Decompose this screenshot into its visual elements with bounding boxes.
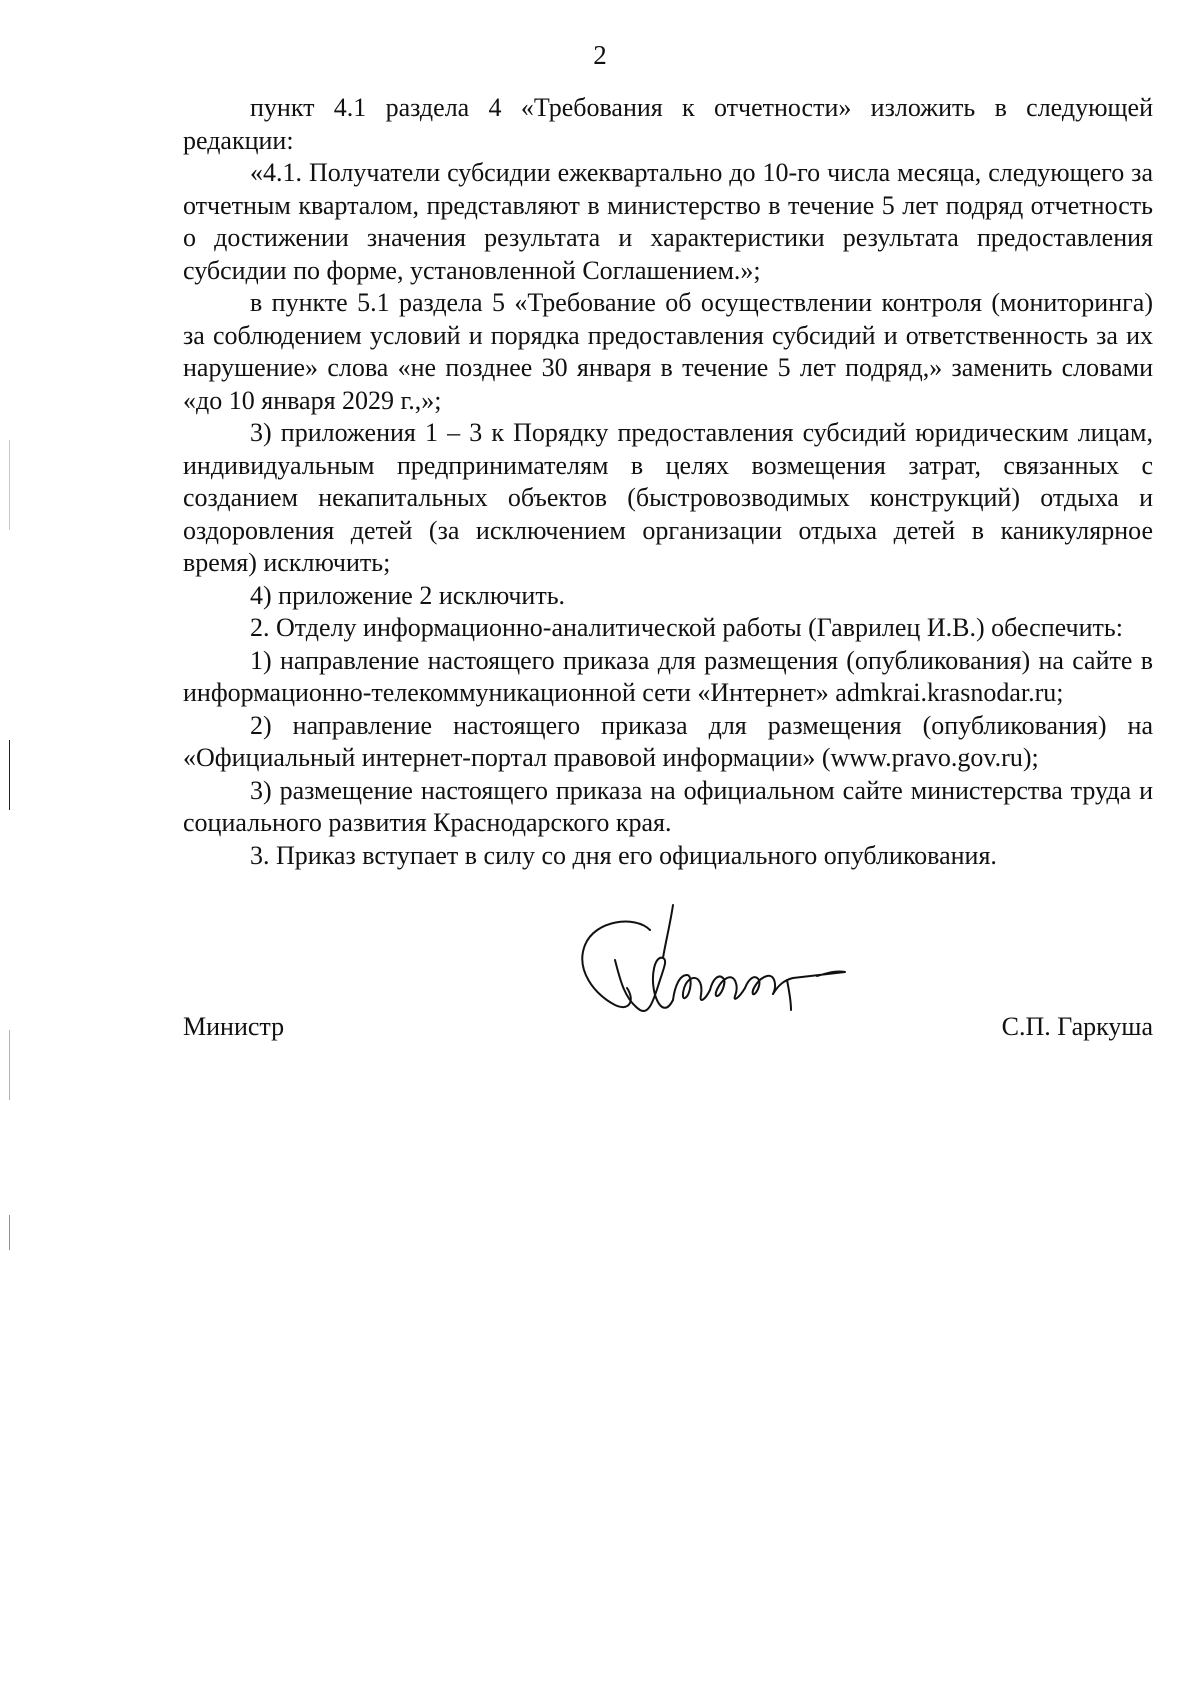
paragraph-3: в пункте 5.1 раздела 5 «Требование об осуществлении контроля (мониторинга) за соблюдением условий и порядка предоставления субсидий и ответственность за их нарушение» слова «не позднее 30 января в течение 5 лет подряд,» заменить словами «до 10 января 2029 г.,»; xyxy=(183,288,1153,415)
paragraph-8: 2) направление настоящего приказа для размещения (опубликования) на «Официальный интернет-портал правовой информации» (www.pravo.gov.ru); xyxy=(183,710,1153,772)
paragraph-6: 2. Отделу информационно-аналитической работы (Гаврилец И.В.) обеспечить: xyxy=(250,613,1123,642)
document-body xyxy=(183,92,1153,872)
signature-block xyxy=(183,1012,1153,1048)
signer-name: С.П. Гаркуша xyxy=(1001,1012,1153,1041)
signer-title: Министр xyxy=(183,1012,285,1041)
paragraph-4: 3) приложения 1 – 3 к Порядку предоставления субсидий юридическим лицам, индивидуальным предпринимателям в целях возмещения затрат, связанных с созданием некапитальных объектов (быстровозводимых конструкций) отдыха и оздоровления детей (за исключением организации отдыха детей в каникулярное время) исключить; xyxy=(183,418,1153,577)
paragraph-10: 3. Приказ вступает в силу со дня его официального опубликования. xyxy=(250,840,997,870)
page-number: 2 xyxy=(593,40,607,70)
paragraph-9: 3) размещение настоящего приказа на официальном сайте министерства труда и социального развития Краснодарского края. xyxy=(183,775,1153,837)
paragraph-7: 1) направление настоящего приказа для размещения (опубликования) на сайте в информационно-телекоммуникационной сети «Интернет» admkrai.krasnodar.ru; xyxy=(183,645,1153,707)
paragraph-1: пункт 4.1 раздела 4 «Требования к отчетности» изложить в следующей редакции: xyxy=(183,93,1153,155)
paragraph-2: «4.1. Получатели субсидии ежеквартально до 10-го числа месяца, следующего за отчетным кварталом, представляют в министерство в течение 5 лет подряд отчетность о достижении значения результата и характеристики результата предоставления субсидии по форме, установленной Соглашением.»; xyxy=(183,158,1153,285)
paragraph-5: 4) приложение 2 исключить. xyxy=(250,580,566,610)
scan-margin-marks xyxy=(0,0,20,1698)
